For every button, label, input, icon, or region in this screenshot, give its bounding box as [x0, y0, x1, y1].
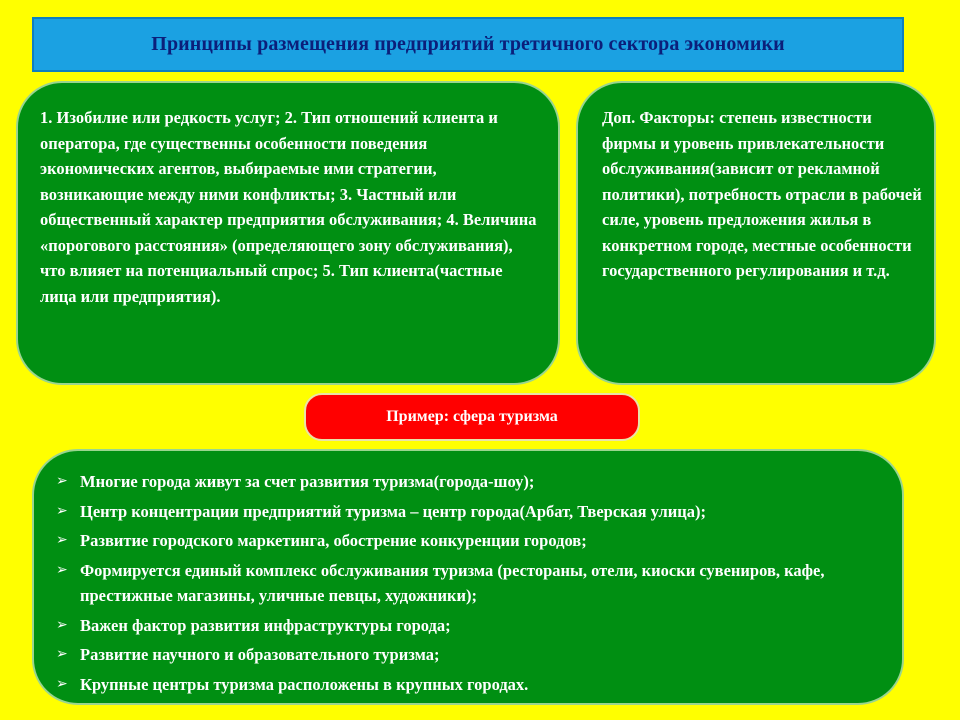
example-label: Пример: сфера туризма — [386, 408, 558, 425]
list-item: ➢ Центр концентрации предприятий туризма – центр города(Арбат, Тверская улица); — [54, 499, 878, 525]
list-item: ➢ Развитие городского маркетинга, обострение конкуренции городов; — [54, 528, 878, 554]
checkmark-arrow-icon: ➢ — [56, 675, 68, 692]
checkmark-arrow-icon: ➢ — [56, 616, 68, 633]
tourism-panel — [32, 449, 904, 705]
list-item: ➢ Развитие научного и образовательного туризма; — [54, 642, 878, 668]
list-item: ➢ Многие города живут за счет развития туризма(города-шоу); — [54, 469, 878, 495]
list-item: ➢ Крупные центры туризма расположены в крупных городах. — [54, 672, 878, 698]
list-item: ➢ Важен фактор развития инфраструктуры города; — [54, 613, 878, 639]
page-title: Принципы размещения предприятий третичного сектора экономики — [151, 33, 785, 55]
principles-text: 1. Изобилие или редкость услуг; 2. Тип отношений клиента и оператора, где существенны особенности поведения экономических агентов, выбираемые ими стратегии, возникающие между ними конфликты; 3. Частный или общественный характер предприятия обслуживания; 4. Величина «порогового расстояния» (определяющего зону обслуживания), что влияет на потенциальный спрос; 5. Тип клиента(частные лица или предприятия). — [40, 108, 537, 306]
checkmark-arrow-icon: ➢ — [56, 646, 68, 662]
checkmark-arrow-icon: ➢ — [56, 532, 68, 548]
checkmark-arrow-icon: ➢ — [56, 473, 68, 489]
title-bar — [32, 17, 904, 72]
additional-factors-panel — [576, 81, 936, 385]
additional-factors-text: Доп. Факторы: степень известности фирмы и уровень привлекательности обслуживания(зависит от рекламной политики), потребность отрасли в рабочей силе, уровень предложения жилья в конкретном городе, местные особенности государственного регулирования и т.д. — [602, 108, 922, 280]
list-item: ➢ Формируется единый комплекс обслуживания туризма (рестораны, отели, киоски сувениров, кафе, престижные магазины, уличные певцы, художники); — [54, 558, 878, 609]
tourism-list — [54, 469, 878, 697]
checkmark-arrow-icon: ➢ — [56, 502, 68, 519]
example-box — [304, 393, 640, 441]
principles-panel — [16, 81, 560, 385]
checkmark-arrow-icon: ➢ — [56, 561, 68, 578]
